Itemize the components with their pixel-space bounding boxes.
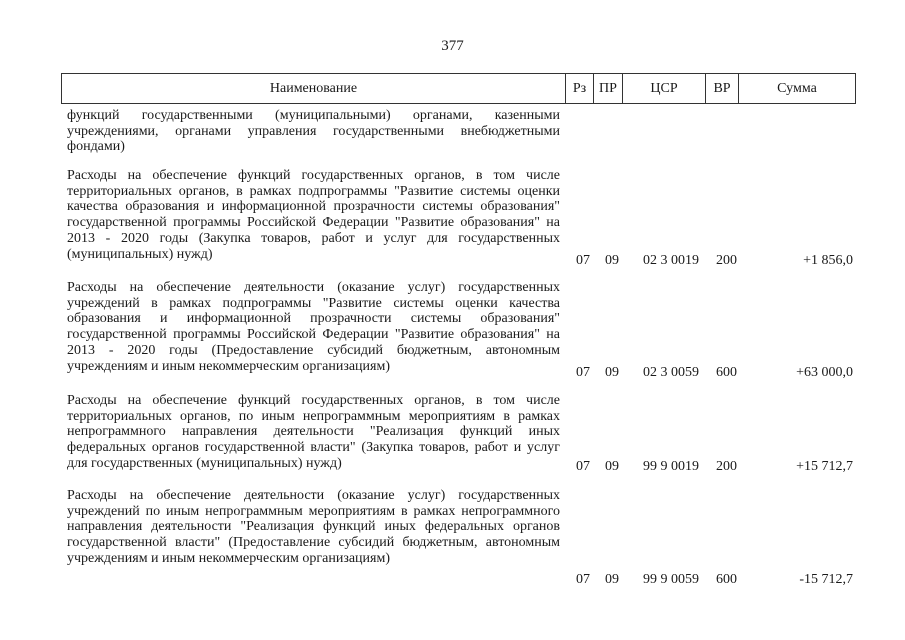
header-sum: Сумма (777, 81, 817, 96)
row-csr: 99 9 0059 (643, 572, 699, 587)
row-rz: 07 (576, 253, 590, 268)
row-sum: +1 856,0 (803, 253, 853, 268)
row-vr: 200 (716, 459, 737, 474)
continuation-text: функций государственными (муниципальными) органами, казенными учреждениями, органами управления государственными внебюджетными фондами) (67, 108, 560, 155)
table-header (61, 73, 856, 104)
row-csr: 99 9 0019 (643, 459, 699, 474)
row-rz: 07 (576, 459, 590, 474)
row-vr: 600 (716, 572, 737, 587)
row-sum: +15 712,7 (796, 459, 853, 474)
row-description: Расходы на обеспечение деятельности (оказание услуг) государственных учреждений по иным непрограммным мероприятиям в рамках непрограммного направления деятельности "Реализация функций иных федеральных органов государственной власти" (Предоставление субсидий бюджетным, автономным учреждениям и иным некоммерческим организациям) (67, 488, 560, 566)
header-csr: ЦСР (623, 74, 706, 103)
header-name: Наименование (62, 74, 566, 103)
row-pr: 09 (605, 253, 619, 268)
header-pr: ПР (594, 74, 623, 103)
row-csr: 02 3 0059 (643, 365, 699, 380)
row-sum: -15 712,7 (799, 572, 853, 587)
row-csr: 02 3 0019 (643, 253, 699, 268)
row-description: Расходы на обеспечение функций государственных органов, в том числе территориальных органов, в рамках подпрограммы "Развитие системы оценки качества образования и информационной прозрачности системы образования" государственной программы Российской Федерации "Развитие образования" на 2013 - 2020 годы (Закупка товаров, работ и услуг для государственных (муниципальных) нужд) (67, 168, 560, 262)
row-pr: 09 (605, 459, 619, 474)
page-number: 377 (441, 38, 464, 54)
row-description: Расходы на обеспечение функций государственных органов, в том числе территориальных органов, по иным непрограммным мероприятиям в рамках непрограммного направления деятельности "Реализация функций иных федеральных органов государственной власти" (Закупка товаров, работ и услуг для государственных (муниципальных) нужд) (67, 393, 560, 471)
row-vr: 200 (716, 253, 737, 268)
header-vr: ВР (706, 74, 739, 103)
row-vr: 600 (716, 365, 737, 380)
row-description: Расходы на обеспечение деятельности (оказание услуг) государственных учреждений в рамках подпрограммы "Развитие системы оценки качества образования и информационной прозрачности системы образования" государственной программы Российской Федерации "Развитие образования" на 2013 - 2020 годы (Предоставление субсидий бюджетным, автономным учреждениям и иным некоммерческим организациям) (67, 280, 560, 374)
row-rz: 07 (576, 365, 590, 380)
row-rz: 07 (576, 572, 590, 587)
row-pr: 09 (605, 365, 619, 380)
header-rz: Рз (566, 74, 594, 103)
row-sum: +63 000,0 (796, 365, 853, 380)
row-pr: 09 (605, 572, 619, 587)
